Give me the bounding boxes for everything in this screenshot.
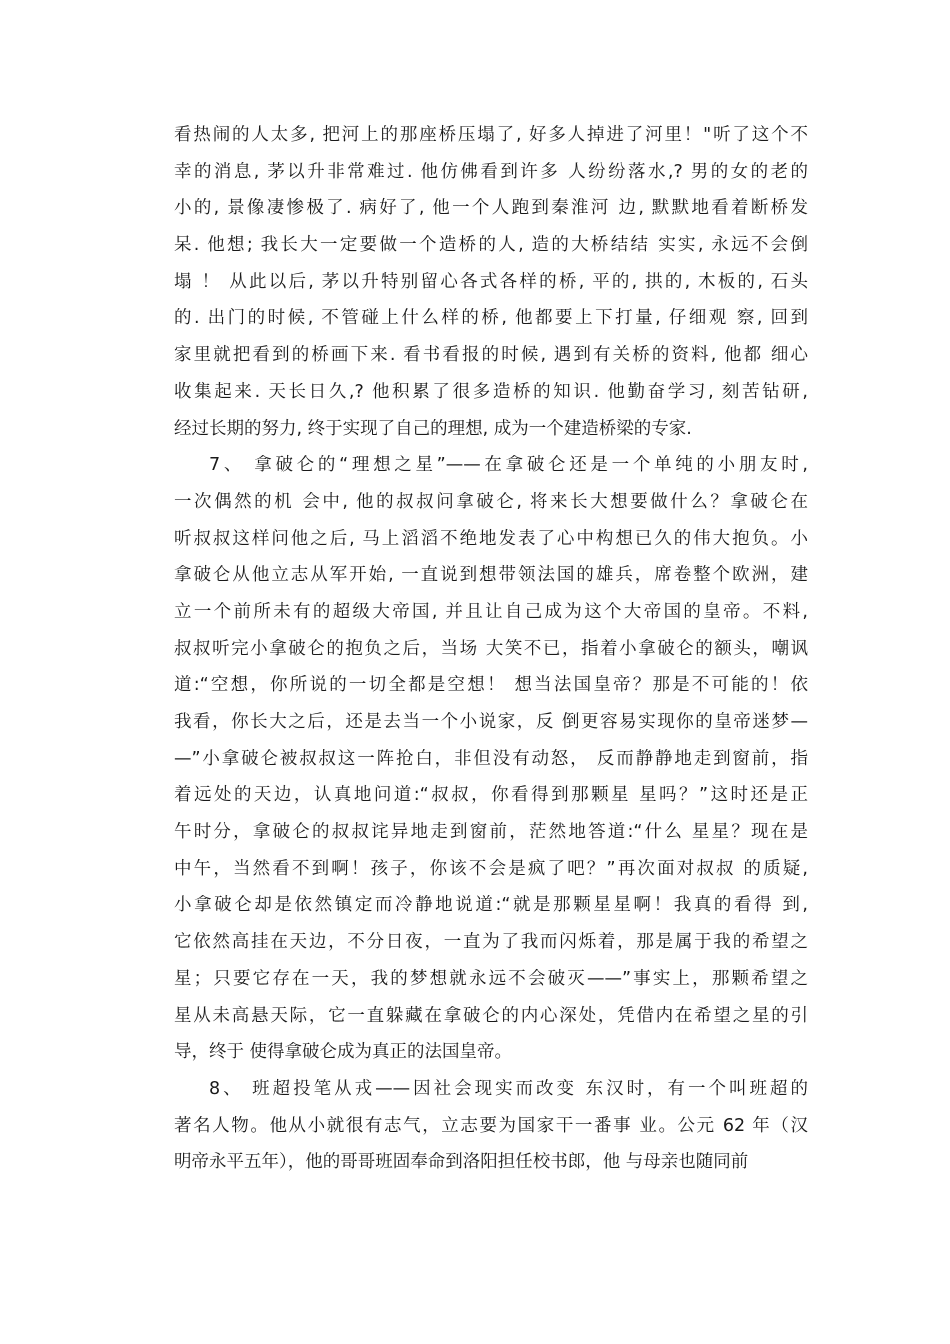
- paragraph: [174, 447, 808, 1071]
- paragraph: [174, 1071, 808, 1181]
- text-line: 听叔叔这样问他之后, 马上滔滔不绝地发表了心中构想已久的伟大抱负。小: [174, 528, 808, 549]
- text-line: 叔叔听完小拿破仑的抱负之后，当场 大笑不已，指着小拿破仑的额头，嘲讽: [174, 638, 808, 659]
- text-line: 道:“空想，你所说的一切全都是空想！ 想当法国皇帝？那是不可能的！依: [174, 675, 808, 696]
- text-line: 经过长期的努力, 终于实现了自己的理想, 成为一个建造桥梁的专家.: [174, 418, 692, 439]
- body-text: [174, 117, 808, 1181]
- text-line: 收集起来. 天长日久,? 他积累了很多造桥的知识. 他勤奋学习, 刻苦钻研,: [174, 381, 808, 402]
- text-line: —”小拿破仑被叔叔这一阵抢白，非但没有动怒， 反而静静地走到窗前，指: [174, 748, 808, 769]
- text-line: 呆. 他想; 我长大一定要做一个造桥的人, 造的大桥结结 实实, 永远不会倒: [174, 235, 808, 256]
- text-line: 看热闹的人太多, 把河上的那座桥压塌了, 好多人掉进了河里！"听了这个不: [174, 125, 808, 145]
- text-line: 拿破仑从他立志从军开始, 一直说到想带领法国的雄兵，席卷整个欧洲，建: [174, 565, 808, 586]
- text-line: 星；只要它存在一天，我的梦想就永远不会破灭——”事实上，那颗希望之: [174, 968, 808, 989]
- text-line: 明帝永平五年），他的哥哥班固奉命到洛阳担任校书郎，他 与母亲也随同前: [174, 1152, 749, 1173]
- text-line: 中午，当然看不到啊！孩子，你该不会是疯了吧？”再次面对叔叔 的质疑,: [174, 858, 808, 879]
- text-line: 8、 班超投笔从戎——因社会现实而改变 东汉时，有一个叫班超的: [209, 1078, 808, 1099]
- text-line: 它依然高挂在天边，不分日夜，一直为了我而闪烁着，那是属于我的希望之: [174, 932, 808, 953]
- text-line: 著名人物。他从小就很有志气，立志要为国家干一番事 业。公元 62 年（汉: [174, 1115, 808, 1136]
- paragraph: [174, 117, 808, 447]
- text-line: 小拿破仑却是依然镇定而冷静地说道:“就是那颗星星啊！我真的看得 到,: [174, 895, 808, 916]
- text-line: 7、 拿破仑的“理想之星”——在拿破仑还是一个单纯的小朋友时,: [209, 455, 808, 476]
- text-line: 星从未高悬天际，它一直躲藏在拿破仑的内心深处，凭借内在希望之星的引: [174, 1005, 808, 1026]
- text-line: 着远处的天边，认真地问道:“叔叔，你看得到那颗星 星吗？”这时还是正: [174, 785, 808, 806]
- text-line: 导，终于 使得拿破仑成为真正的法国皇帝。: [174, 1042, 513, 1063]
- text-line: 我看，你长大之后，还是去当一个小说家，反 倒更容易实现你的皇帝迷梦—: [174, 712, 808, 732]
- text-line: 的. 出门的时候, 不管碰上什么样的桥, 他都要上下打量, 仔细观 察, 回到: [174, 308, 808, 329]
- text-line: 午时分，拿破仑的叔叔诧异地走到窗前，茫然地答道:“什么 星星？现在是: [174, 822, 808, 843]
- text-line: 塌 ！ 从此以后, 茅以升特别留心各式各样的桥, 平的, 拱的, 木板的, 石头: [174, 271, 808, 292]
- text-line: 立一个前所未有的超级大帝国, 并且让自己成为这个大帝国的皇帝。不料,: [174, 601, 808, 622]
- text-line: 小的, 景像凄惨极了. 病好了, 他一个人跑到秦淮河 边, 默默地看着断桥发: [174, 198, 808, 219]
- text-line: 一次偶然的机 会中, 他的叔叔问拿破仑, 将来长大想要做什么？拿破仑在: [174, 491, 808, 512]
- text-line: 家里就把看到的桥画下来. 看书看报的时候, 遇到有关桥的资料, 他都 细心: [174, 345, 808, 366]
- text-line: 幸的消息, 茅以升非常难过. 他仿佛看到许多 人纷纷落水,? 男的女的老的: [174, 161, 808, 182]
